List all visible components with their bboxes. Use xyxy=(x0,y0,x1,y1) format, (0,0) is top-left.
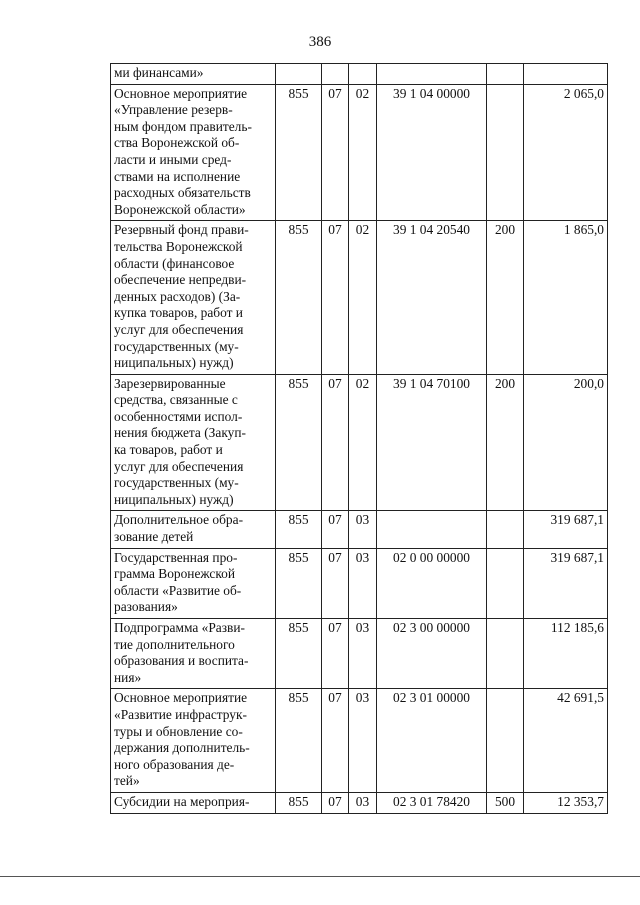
row-rz-cell: 07 xyxy=(322,792,349,813)
row-name-cell: Основное мероприятие «Развитие инфраструк- туры и обновление со- держания дополнитель- ного образования де- тей» xyxy=(111,689,276,793)
row-rz-cell: 07 xyxy=(322,689,349,793)
row-vr-cell xyxy=(487,548,524,618)
row-rz-cell: 07 xyxy=(322,511,349,548)
table-row xyxy=(111,221,608,374)
row-name-cell: Государственная про- грамма Воронежской области «Развитие об- разования» xyxy=(111,548,276,618)
table-row xyxy=(111,64,608,85)
row-sum-cell: 42 691,5 xyxy=(524,689,608,793)
page-number: 386 xyxy=(308,34,332,50)
table-row xyxy=(111,792,608,813)
row-pr-cell: 02 xyxy=(349,221,377,374)
row-pr-cell: 02 xyxy=(349,84,377,221)
row-vr-cell: 200 xyxy=(487,221,524,374)
row-name-cell: Подпрограмма «Разви- тие дополнительного образования и воспита- ния» xyxy=(111,619,276,689)
row-cs-cell xyxy=(377,511,487,548)
row-gr-cell: 855 xyxy=(276,511,322,548)
row-pr-cell: 03 xyxy=(349,548,377,618)
row-name-cell: Субсидии на мероприя- xyxy=(111,792,276,813)
row-name-cell: Основное мероприятие «Управление резерв- ным фондом правитель- ства Воронежской об- ласти и иными сред- ствами на исполнение расходных обязательств Воронежской области» xyxy=(111,84,276,221)
row-vr-cell: 500 xyxy=(487,792,524,813)
row-sum-cell: 319 687,1 xyxy=(524,511,608,548)
row-vr-cell xyxy=(487,64,524,85)
row-name-cell: Дополнительное обра- зование детей xyxy=(111,511,276,548)
row-sum-cell: 319 687,1 xyxy=(524,548,608,618)
row-cs-cell xyxy=(377,64,487,85)
table-row xyxy=(111,374,608,511)
row-gr-cell: 855 xyxy=(276,84,322,221)
row-vr-cell xyxy=(487,84,524,221)
row-cs-cell: 02 3 01 00000 xyxy=(377,689,487,793)
table-row xyxy=(111,619,608,689)
row-vr-cell: 200 xyxy=(487,374,524,511)
row-sum-cell: 200,0 xyxy=(524,374,608,511)
row-pr-cell: 03 xyxy=(349,511,377,548)
row-name-cell: ми финансами» xyxy=(111,64,276,85)
row-sum-cell: 2 065,0 xyxy=(524,84,608,221)
row-cs-cell: 39 1 04 00000 xyxy=(377,84,487,221)
row-vr-cell xyxy=(487,619,524,689)
row-sum-cell: 12 353,7 xyxy=(524,792,608,813)
row-gr-cell xyxy=(276,64,322,85)
row-gr-cell: 855 xyxy=(276,221,322,374)
row-rz-cell xyxy=(322,64,349,85)
row-pr-cell xyxy=(349,64,377,85)
row-rz-cell: 07 xyxy=(322,548,349,618)
row-vr-cell xyxy=(487,689,524,793)
row-pr-cell: 03 xyxy=(349,619,377,689)
table-row xyxy=(111,548,608,618)
budget-table xyxy=(110,63,608,814)
row-rz-cell: 07 xyxy=(322,221,349,374)
row-sum-cell: 112 185,6 xyxy=(524,619,608,689)
row-gr-cell: 855 xyxy=(276,792,322,813)
row-sum-cell: 1 865,0 xyxy=(524,221,608,374)
row-cs-cell: 39 1 04 20540 xyxy=(377,221,487,374)
row-pr-cell: 02 xyxy=(349,374,377,511)
row-pr-cell: 03 xyxy=(349,792,377,813)
row-name-cell: Резервный фонд прави- тельства Воронежской области (финансовое обеспечение непредви- денных расходов) (За- купка товаров, работ и услуг для обеспечения государственных (му- ниципальных) нужд) xyxy=(111,221,276,374)
row-cs-cell: 39 1 04 70100 xyxy=(377,374,487,511)
row-gr-cell: 855 xyxy=(276,548,322,618)
row-pr-cell: 03 xyxy=(349,689,377,793)
table-row xyxy=(111,689,608,793)
row-cs-cell: 02 3 00 00000 xyxy=(377,619,487,689)
row-cs-cell: 02 3 01 78420 xyxy=(377,792,487,813)
row-gr-cell: 855 xyxy=(276,374,322,511)
row-rz-cell: 07 xyxy=(322,374,349,511)
row-vr-cell xyxy=(487,511,524,548)
row-rz-cell: 07 xyxy=(322,619,349,689)
table-row xyxy=(111,84,608,221)
row-cs-cell: 02 0 00 00000 xyxy=(377,548,487,618)
row-gr-cell: 855 xyxy=(276,689,322,793)
row-sum-cell xyxy=(524,64,608,85)
row-rz-cell: 07 xyxy=(322,84,349,221)
table-row xyxy=(111,511,608,548)
footer-rule xyxy=(0,876,640,877)
row-name-cell: Зарезервированные средства, связанные с особенностями испол- нения бюджета (Закуп- ка товаров, работ и услуг для обеспечения государственных (му- ниципальных) нужд) xyxy=(111,374,276,511)
row-gr-cell: 855 xyxy=(276,619,322,689)
